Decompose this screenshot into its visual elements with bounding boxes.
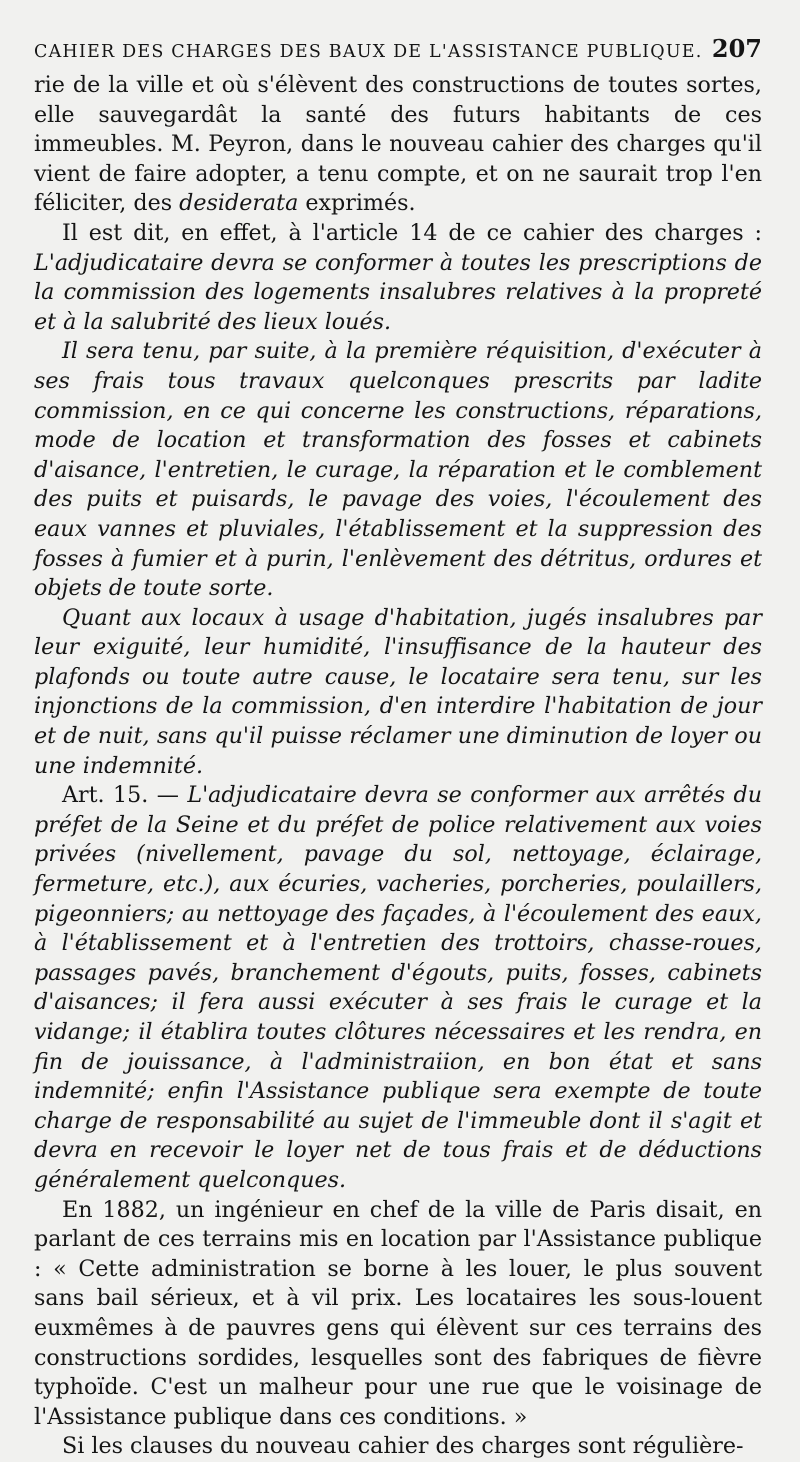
article-label: Art. 15. — bbox=[62, 782, 188, 809]
paragraph-6 bbox=[34, 1196, 762, 1433]
paragraph-1 bbox=[34, 71, 762, 219]
paragraph-2 bbox=[34, 219, 762, 337]
paragraph-1-text: rie de la ville et où s'élèvent des constructions de toutes sortes, elle sauvegardât la santé des futurs habitants de ces immeubles. M. Peyron, dans le nouveau cahier des charges qu'il vient de faire adopter, a tenu compte, et on ne saurait trop l'en féliciter, des bbox=[34, 72, 762, 217]
paragraph-5-quote: L'adjudicataire devra se conformer aux arrêtés du préfet de la Seine et du préfet de police relativement aux voies privées (nivellement, pavage du sol, nettoyage, éclairage, fermeture, etc.), aux écuries, vacheries, porcheries, poulaillers, pigeonniers; au nettoyage des façades, à l'écoulement des eaux, à l'établissement et à l'entretien des trottoirs, chasse-roues, passages pavés, branchement d'égouts, puits, fosses, cabinets d'aisances; il fera aussi exécuter à ses frais le curage et la vidange; il établira toutes clôtures nécessaires et les rendra, en fin de jouissance, à l'administraiion, en bon état et sans indemnité; enfin l'Assistance publique sera exempte de toute charge de responsabilité au sujet de l'immeuble dont il s'agit et devra en recevoir le loyer net de tous frais et de déductions généralement quelconques. bbox=[34, 782, 763, 1193]
paragraph-2-lead: Il est dit, en effet, à l'article 14 de ce cahier des charges : bbox=[62, 219, 762, 246]
running-header bbox=[34, 34, 762, 63]
running-title: CAHIER DES CHARGES DES BAUX DE L'ASSISTANCE PUBLIQUE. bbox=[34, 42, 703, 62]
paragraph-3 bbox=[34, 337, 762, 603]
paragraph-1-end: exprimés. bbox=[298, 190, 416, 217]
paragraph-7-text: Si les clauses du nouveau cahier des charges sont régulière- bbox=[62, 1433, 744, 1460]
paragraph-4-quote: Quant aux locaux à usage d'habitation, jugés insalubres par leur exiguité, leur humidité, l'insuffisance de la hauteur des plafonds ou toute autre cause, le locataire sera tenu, sur les injonctions de la commission, d'en interdire l'habitation de jour et de nuit, sans qu'il puisse réclamer une diminution de loyer ou une indemnité. bbox=[34, 604, 762, 779]
paragraph-3-quote: Il sera tenu, par suite, à la première réquisition, d'exécuter à ses frais tous travaux quelconques prescrits par ladite commission, en ce qui concerne les constructions, réparations, mode de location et transformation des fosses et cabinets d'aisance, l'entretien, le curage, la réparation et le comblement des puits et puisards, le pavage des voies, l'écoulement des eaux vannes et pluviales, l'établissement et la suppression des fosses à fumier et à purin, l'enlèvement des détritus, ordures et objets de toute sorte. bbox=[34, 338, 762, 602]
page-body bbox=[34, 71, 762, 1462]
paragraph-4 bbox=[34, 604, 762, 782]
page-number: 207 bbox=[711, 34, 762, 63]
paragraph-5 bbox=[34, 781, 762, 1195]
paragraph-6-text: En 1882, un ingénieur en chef de la ville de Paris disait, en parlant de ces terrains mis en location par l'Assistance publique : « Cette administration se borne à les louer, le plus souvent sans bail sérieux, et à vil prix. Les locataires les sous-louent euxmêmes à de pauvres gens qui élèvent sur ces terrains des constructions sordides, lesquelles sont des fabriques de fièvre typhoïde. C'est un malheur pour une rue que le voisinage de l'Assistance publique dans ces conditions. » bbox=[34, 1196, 762, 1430]
paragraph-2-quote: L'adjudicataire devra se conformer à toutes les prescriptions de la commission des logements insalubres relatives à la propreté et à la salubrité des lieux loués. bbox=[34, 249, 762, 335]
paragraph-7 bbox=[34, 1432, 762, 1462]
paragraph-1-italic: desiderata bbox=[179, 190, 299, 217]
